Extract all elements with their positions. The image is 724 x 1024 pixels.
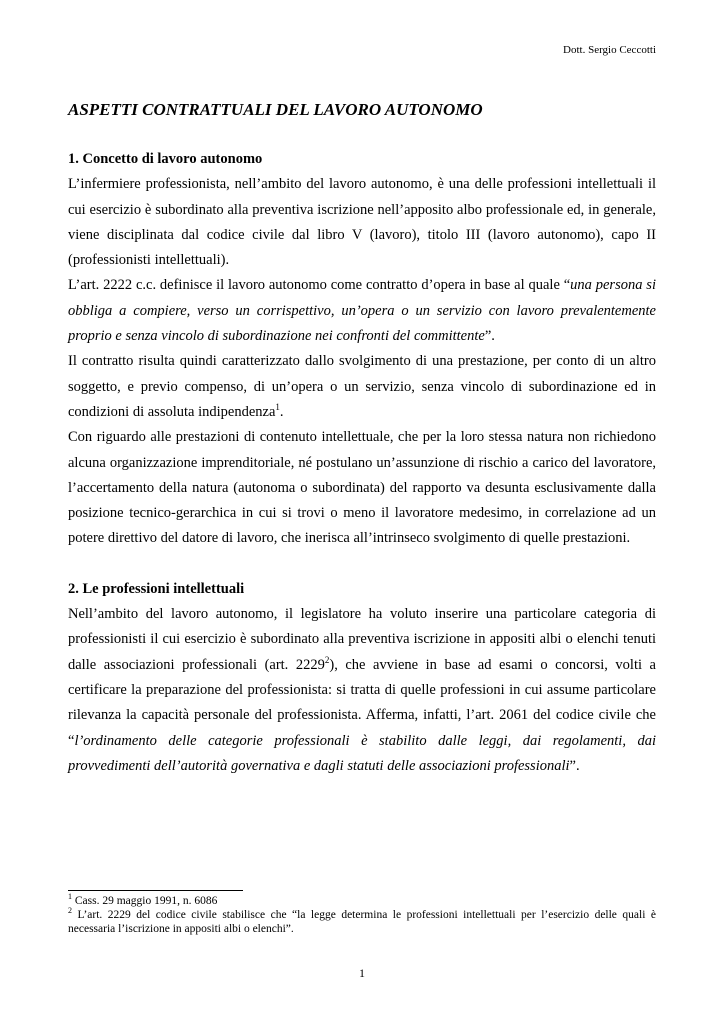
footnote-reference: 2	[324, 654, 330, 665]
paragraph-text: Nell’ambito del lavoro autonomo, il legislatore ha voluto inserire una particolare categoria di professionisti il cui esercizio è subordinato alla preventiva iscrizione in appositi albi o elenchi tenuti dalle associazioni professionali (art. 2229	[68, 606, 656, 673]
paragraph-text: ”.	[484, 328, 495, 345]
section-1-paragraph-1: L’infermiere professionista, nell’ambito del lavoro autonomo, è una delle professioni intellettuali il cui esercizio è subordinato alla preventiva iscrizione nell’apposito albo professionale ed, in generale, viene disciplinata dal codice civile dal libro V (lavoro), titolo III (lavoro autonomo), capo II (professionisti intellettuali).	[68, 176, 656, 269]
footnote-number: 1	[68, 892, 72, 902]
footnote-divider	[68, 890, 243, 891]
footnote-reference: 1	[275, 402, 280, 413]
document-body	[68, 147, 656, 779]
document-title: ASPETTI CONTRATTUALI DEL LAVORO AUTONOMO	[68, 100, 483, 119]
footnote-text: L’art. 2229 del codice civile stabilisce che “la legge determina le professioni intellettuali per l’esercizio delle quali è necessaria l’iscrizione in appositi albi o elenchi”.	[68, 909, 656, 935]
section-spacer	[68, 552, 656, 577]
footnote-2	[68, 908, 656, 936]
section-1-paragraph-2	[68, 273, 656, 349]
section-1-heading: 1. Concetto di lavoro autonomo	[68, 151, 263, 167]
paragraph-text: .	[279, 403, 284, 420]
page-number: 1	[359, 966, 365, 980]
paragraph-text: L’art. 2222 c.c. definisce il lavoro autonomo come contratto d’opera in base al quale “	[68, 277, 571, 294]
footnote-text: Cass. 29 maggio 1991, n. 6086	[72, 895, 218, 907]
footnote-number: 2	[68, 906, 72, 916]
footnote-1	[68, 894, 656, 908]
footnotes	[68, 890, 656, 936]
paragraph-text: ), che avviene in base ad esami o concorsi, volti a certificare la preparazione del professionista: si tratta di quelle professioni in cui assume particolare rilevanza la capacità personale del professionista. Afferma, infatti, l’art. 2061 del codice civile che “	[68, 656, 656, 749]
quoted-text: l’ordinamento delle categorie professionali è stabilito dalle leggi, dai regolamenti, dai provvedimenti dell’autorità governativa e dagli statuti delle associazioni professionali	[68, 732, 656, 774]
section-1-paragraph-4: Con riguardo alle prestazioni di contenuto intellettuale, che per la loro stessa natura non richiedono alcuna organizzazione imprenditoriale, né postulano un’assunzione di rischio a carico del lavoratore, l’accertamento della natura (autonoma o subordinata) del rapporto va desunta esclusivamente dalla posizione tecnico-gerarchica in cui si trovi o meno il lavoratore medesimo, in correlazione ad un potere direttivo del datore di lavoro, che inerisca all’intrinseco svolgimento di quelle prestazioni.	[68, 429, 656, 547]
paragraph-text: ”.	[569, 757, 580, 774]
page-header-author: Dott. Sergio Ceccotti	[563, 44, 656, 56]
quoted-text: una persona si obbliga a compiere, verso un corrispettivo, un’opera o un servizio con lavoro prevalentemente proprio e senza vincolo di subordinazione nei confronti del committente	[68, 277, 656, 345]
section-1-paragraph-3	[68, 349, 656, 425]
section-2-paragraph-1	[68, 602, 656, 779]
paragraph-text: Il contratto risulta quindi caratterizzato dallo svolgimento di una prestazione, per conto di un altro soggetto, e previo compenso, di un’opera o un servizio, senza vincolo di subordinazione ed in condizioni di assoluta indipendenza	[68, 353, 656, 420]
section-2-heading: 2. Le professioni intellettuali	[68, 580, 245, 597]
